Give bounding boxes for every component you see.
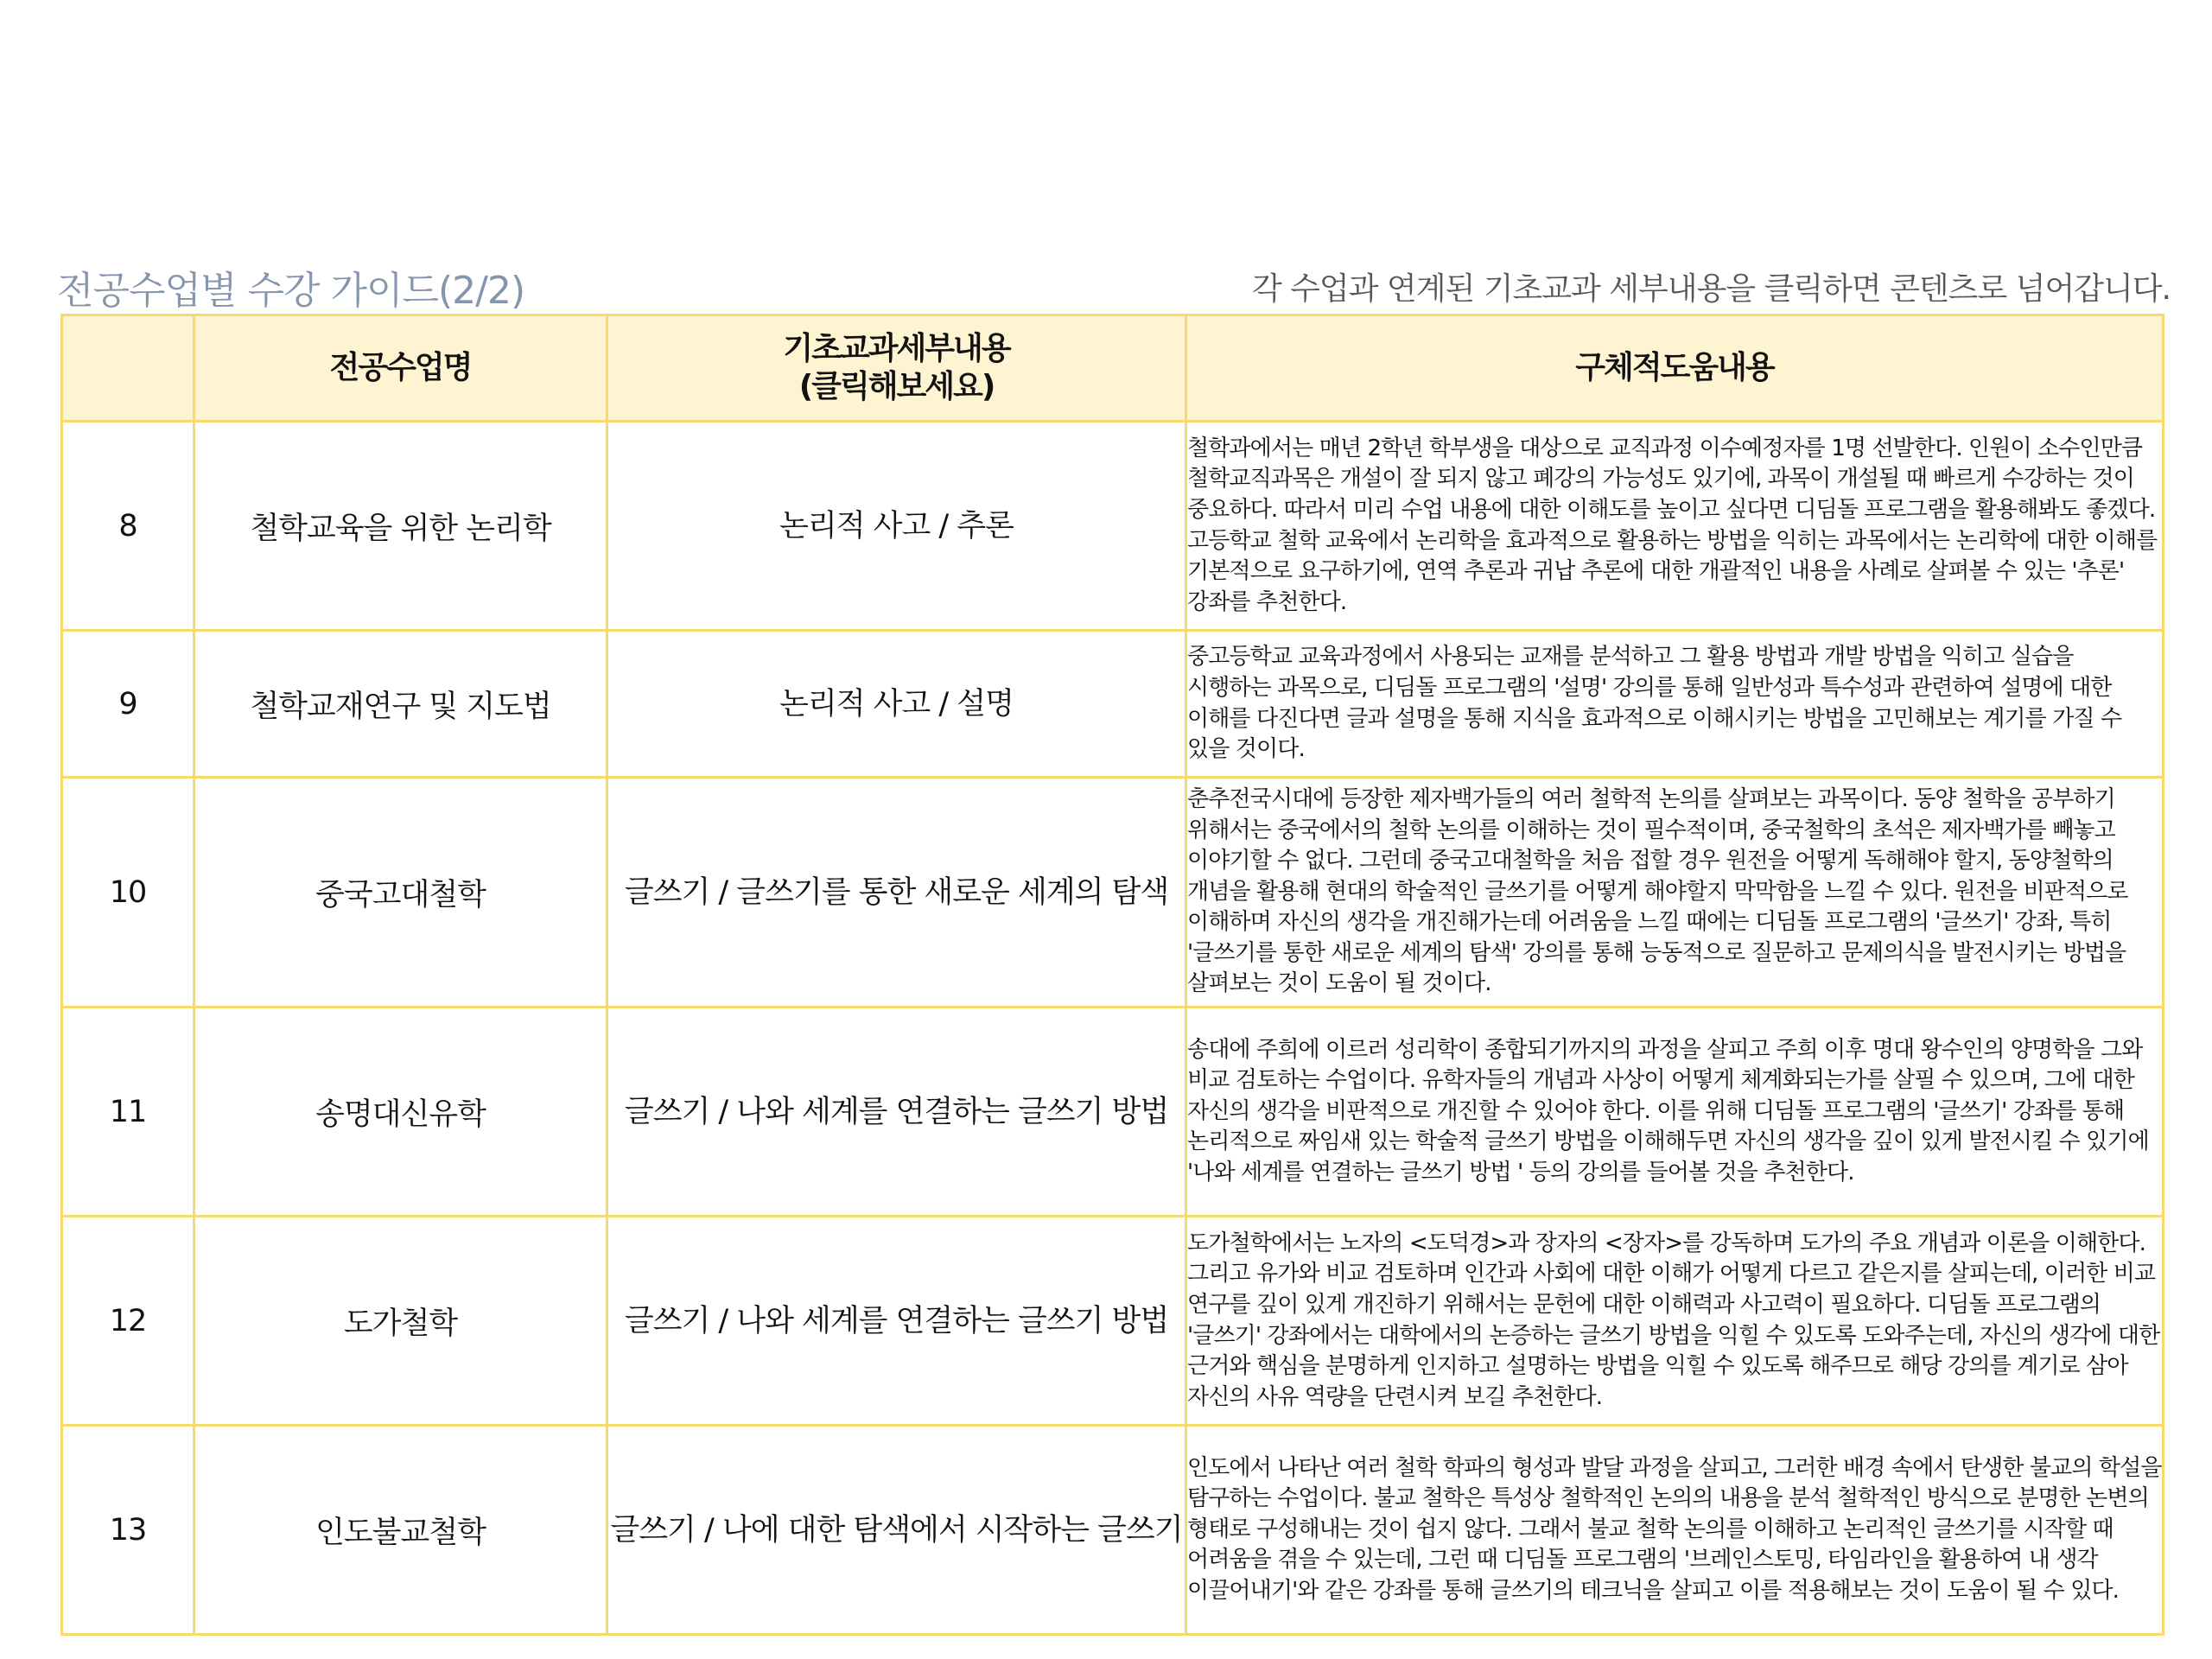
course-name: 중국고대철학	[194, 778, 607, 1007]
course-guide-table	[60, 314, 2164, 1636]
table-row	[62, 1007, 2164, 1217]
table-row	[62, 1426, 2164, 1635]
content-link[interactable]: 글쓰기 / 나와 세계를 연결하는 글쓰기 방법	[607, 1217, 1186, 1426]
row-number: 13	[62, 1426, 194, 1635]
instruction-note: 각 수업과 연계된 기초교과 세부내용을 클릭하면 콘텐츠로 넘어갑니다.	[1251, 271, 2171, 307]
course-name: 인도불교철학	[194, 1426, 607, 1635]
course-name: 도가철학	[194, 1217, 607, 1426]
header-link	[607, 315, 1186, 422]
header-row	[62, 315, 2164, 422]
header-link-line1: 기초교과세부내용	[783, 331, 1010, 366]
row-number: 9	[62, 631, 194, 778]
page-title: 전공수업별 수강 가이드(2/2)	[57, 269, 525, 313]
table-row	[62, 778, 2164, 1007]
content-link[interactable]: 글쓰기 / 나에 대한 탐색에서 시작하는 글쓰기	[607, 1426, 1186, 1635]
row-number: 8	[62, 422, 194, 631]
course-name: 철학교육을 위한 논리학	[194, 422, 607, 631]
course-name: 송명대신유학	[194, 1007, 607, 1217]
course-name: 철학교재연구 및 지도법	[194, 631, 607, 778]
help-description: 도가철학에서는 노자의 <도덕경>과 장자의 <장자>를 강독하며 도가의 주요 개념과 이론을 이해한다. 그리고 유가와 비교 검토하며 인간과 사회에 대한 이해가 어떻게 다르고 같은지를 살피는데, 이러한 비교 연구를 깊이 있게 개진하기 위해서는 문헌에 대한 이해력과 사고력이 필요하다. 디딤돌 프로그램의 '글쓰기' 강좌에서는 대학에서의 논증하는 글쓰기 방법을 익힐 수 있도록 도와주는데, 자신의 생각에 대한 근거와 핵심을 분명하게 인지하고 설명하는 방법을 익힐 수 있도록 해주므로 해당 강의를 계기로 삼아 자신의 사유 역량을 단련시켜 보길 추천한다.	[1186, 1217, 2164, 1426]
help-description: 철학과에서는 매년 2학년 학부생을 대상으로 교직과정 이수예정자를 1명 선발한다. 인원이 소수인만큼 철학교직과목은 개설이 잘 되지 않고 폐강의 가능성도 있기에, 과목이 개설될 때 빠르게 수강하는 것이 중요하다. 따라서 미리 수업 내용에 대한 이해도를 높이고 싶다면 디딤돌 프로그램을 활용해봐도 좋겠다. 고등학교 철학 교육에서 논리학을 효과적으로 활용하는 방법을 익히는 과목에서는 논리학에 대한 이해를 기본적으로 요구하기에, 연역 추론과 귀납 추론에 대한 개괄적인 내용을 사례로 살펴볼 수 있는 '추론' 강좌를 추천한다.	[1186, 422, 2164, 631]
row-number: 12	[62, 1217, 194, 1426]
header-link-line2: (클릭해보세요)	[798, 369, 995, 404]
row-number: 11	[62, 1007, 194, 1217]
content-link[interactable]: 논리적 사고 / 설명	[607, 631, 1186, 778]
content-link[interactable]: 논리적 사고 / 추론	[607, 422, 1186, 631]
table-row	[62, 1217, 2164, 1426]
header-course: 전공수업명	[194, 315, 607, 422]
help-description: 인도에서 나타난 여러 철학 학파의 형성과 발달 과정을 살피고, 그러한 배경 속에서 탄생한 불교의 학설을 탐구하는 수업이다. 불교 철학은 특성상 철학적인 논의의 내용을 분석 철학적인 방식으로 분명한 논변의 형태로 구성해내는 것이 쉽지 않다. 그래서 불교 철학 논의를 이해하고 논리적인 글쓰기를 시작할 때 어려움을 겪을 수 있는데, 그런 때 디딤돌 프로그램의 '브레인스토밍, 타임라인을 활용하여 내 생각 이끌어내기'와 같은 강좌를 통해 글쓰기의 테크닉을 살피고 이를 적용해보는 것이 도움이 될 수 있다.	[1186, 1426, 2164, 1635]
content-link[interactable]: 글쓰기 / 나와 세계를 연결하는 글쓰기 방법	[607, 1007, 1186, 1217]
help-description: 춘추전국시대에 등장한 제자백가들의 여러 철학적 논의를 살펴보는 과목이다. 동양 철학을 공부하기 위해서는 중국에서의 철학 논의를 이해하는 것이 필수적이며, 중국철학의 초석은 제자백가를 빼놓고 이야기할 수 없다. 그런데 중국고대철학을 처음 접할 경우 원전을 어떻게 독해해야 할지, 동양철학의 개념을 활용해 현대의 학술적인 글쓰기를 어떻게 해야할지 막막함을 느낄 수 있다. 원전을 비판적으로 이해하며 자신의 생각을 개진해가는데 어려움을 느낄 때에는 디딤돌 프로그램의 '글쓰기' 강좌, 특히 '글쓰기를 통한 새로운 세계의 탐색' 강의를 통해 능동적으로 질문하고 문제의식을 발전시키는 방법을 살펴보는 것이 도움이 될 것이다.	[1186, 778, 2164, 1007]
help-description: 송대에 주희에 이르러 성리학이 종합되기까지의 과정을 살피고 주희 이후 명대 왕수인의 양명학을 그와 비교 검토하는 수업이다. 유학자들의 개념과 사상이 어떻게 체계화되는가를 살필 수 있으며, 그에 대한 자신의 생각을 비판적으로 개진할 수 있어야 한다. 이를 위해 디딤돌 프로그램의 '글쓰기' 강좌를 통해 논리적으로 짜임새 있는 학술적 글쓰기 방법을 이해해두면 자신의 생각을 깊이 있게 발전시킬 수 있기에 '나와 세계를 연결하는 글쓰기 방법 ' 등의 강의를 들어볼 것을 추천한다.	[1186, 1007, 2164, 1217]
header-number	[62, 315, 194, 422]
table-row	[62, 422, 2164, 631]
help-description: 중고등학교 교육과정에서 사용되는 교재를 분석하고 그 활용 방법과 개발 방법을 익히고 실습을 시행하는 과목으로, 디딤돌 프로그램의 '설명' 강의를 통해 일반성과 특수성과 관련하여 설명에 대한 이해를 다진다면 글과 설명을 통해 지식을 효과적으로 이해시키는 방법을 고민해보는 계기를 가질 수 있을 것이다.	[1186, 631, 2164, 778]
content-link[interactable]: 글쓰기 / 글쓰기를 통한 새로운 세계의 탐색	[607, 778, 1186, 1007]
row-number: 10	[62, 778, 194, 1007]
table-row	[62, 631, 2164, 778]
header-help: 구체적도움내용	[1186, 315, 2164, 422]
